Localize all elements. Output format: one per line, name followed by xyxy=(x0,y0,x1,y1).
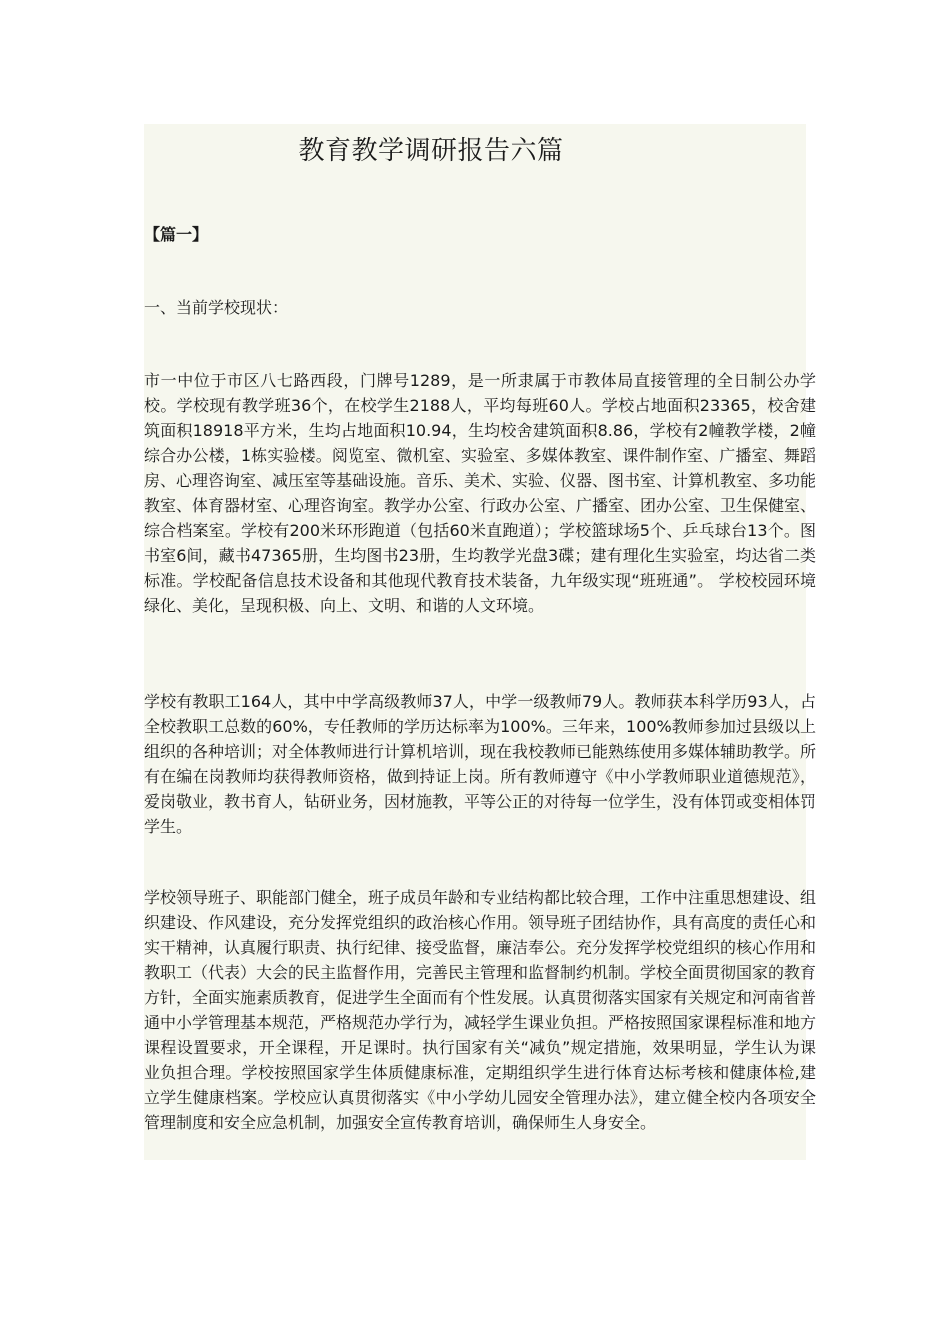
section-subheading: 一、当前学校现状： xyxy=(144,298,289,317)
body-paragraph: 市一中位于市区八七路西段，门牌号1289，是一所隶属于市教体局直接管理的全日制公办学校。学校现有教学班36个，在校学生2188人，平均每班60人。学校占地面积23365，校舍建筑面积18918平方米，生均占地面积10.94，生均校舍建筑面积8.86，学校有2幢教学楼，2幢综合办公楼，1栋实验楼。阅览室、微机室、实验室、多媒体教室、课件制作室、广播室、舞蹈房、心理咨询室、减压室等基础设施。音乐、美术、实验、仪器、图书室、计算机教室、多功能教室、体育器材室、心理咨询室。教学办公室、行政办公室、广播室、团办公室、卫生保健室、综合档案室。学校有200米环形跑道（包括60米直跑道）；学校篮球场5个、乒乓球台13个。图书室6间，藏书47365册，生均图书23册，生均教学光盘3碟；建有理化生实验室，均达省二类标准。学校配备信息技术设备和其他现代教育技术装备，九年级实现“班班通”。 学校校园环境绿化、美化，呈现积极、向上、文明、和谐的人文环境。 xyxy=(144,371,817,615)
section-label: 【篇一】 xyxy=(144,225,209,244)
body-paragraph: 学校有教职工164人，其中中学高级教师37人，中学一级教师79人。教师获本科学历93人，占全校教职工总数的60%，专任教师的学历达标率为100%。三年来，100%教师参加过县级以上组织的各种培训；对全体教师进行计算机培训，现在我校教师已能熟练使用多媒体辅助教学。所有在编在岗教师均获得教师资格，做到持证上岗。所有教师遵守《中小学教师职业道德规范》，爱岗敬业，教书育人，钻研业务，因材施教，平等公正的对待每一位学生，没有体罚或变相体罚学生。 xyxy=(144,692,817,836)
body-paragraph: 学校领导班子、职能部门健全，班子成员年龄和专业结构都比较合理，工作中注重思想建设、组织建设、作风建设，充分发挥党组织的政治核心作用。领导班子团结协作，具有高度的责任心和实干精神，认真履行职责、执行纪律、接受监督，廉洁奉公。充分发挥学校党组织的核心作用和教职工（代表）大会的民主监督作用，完善民主管理和监督制约机制。学校全面贯彻国家的教育方针，全面实施素质教育，促进学生全面而有个性发展。认真贯彻落实国家有关规定和河南省普通中小学管理基本规范，严格规范办学行为，减轻学生课业负担。严格按照国家课程标准和地方课程设置要求，开全课程，开足课时。执行国家有关“减负”规定措施，效果明显，学生认为课业负担合理。学校按照国家学生体质健康标准，定期组织学生进行体育达标考核和健康体检,建立学生健康档案。学校应认真贯彻落实《中小学幼儿园安全管理办法》，建立健全校内各项安全管理制度和安全应急机制，加强安全宣传教育培训，确保师生人身安全。 xyxy=(144,888,817,1132)
document-title: 教育教学调研报告六篇 xyxy=(298,136,564,166)
